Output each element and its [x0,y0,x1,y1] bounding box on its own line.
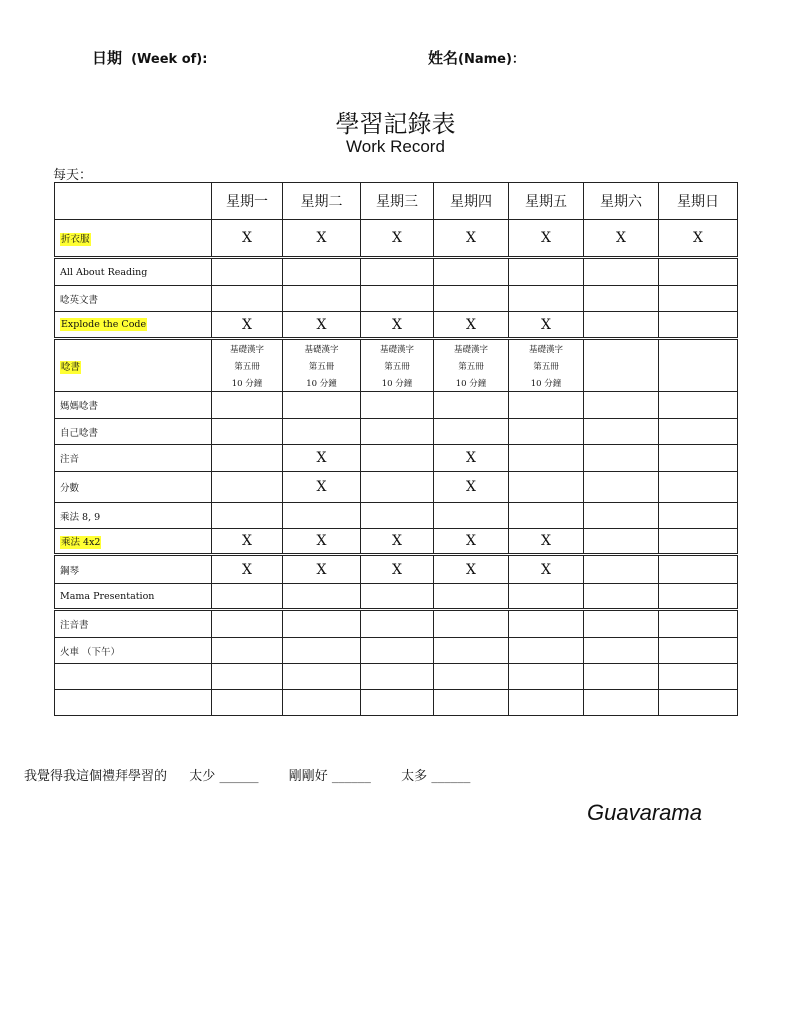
day-cell[interactable] [212,286,283,312]
day-cell[interactable] [509,584,584,610]
check-mark: X [316,230,327,246]
table-row [55,419,738,445]
table-row [55,664,738,690]
check-mark: X [693,230,703,246]
day-cell[interactable] [283,258,361,286]
cell-note: 基礎漢字 第五冊 10 分鐘 [304,345,339,389]
day-cell[interactable] [283,419,361,445]
option-too-little: 太少 [189,769,216,784]
check-mark: X [316,561,327,578]
cell-note: 基礎漢字 第五冊 10 分鐘 [528,345,563,389]
blank-line[interactable]: ______ [431,769,471,784]
day-cell[interactable] [509,339,584,392]
table-row [55,584,738,610]
table-row [55,286,738,312]
name-label-en: (Name) [458,52,512,67]
day-cell[interactable] [283,555,361,584]
day-cell[interactable] [434,584,509,610]
day-cell[interactable] [584,312,659,339]
day-cell[interactable] [434,690,509,716]
day-cell[interactable] [434,339,509,392]
date-label [92,47,207,68]
header-corner [55,183,212,220]
row-label [55,638,212,664]
day-cell[interactable] [584,610,659,638]
row-label-text: 乘法 8, 9 [60,511,101,523]
row-label [55,339,212,392]
day-cell[interactable] [584,503,659,529]
work-record-table [54,182,738,716]
day-cell[interactable] [283,445,361,472]
day-cell[interactable] [659,472,738,503]
date-label-en: (Week of): [131,52,208,67]
table-row [55,610,738,638]
day-cell[interactable] [212,472,283,503]
check-mark: X [316,533,327,549]
day-header: 星期日 [659,183,738,220]
day-cell[interactable] [659,392,738,419]
check-mark: X [392,316,402,333]
row-label [55,472,212,503]
blank-line[interactable]: ______ [331,769,371,784]
row-label [55,555,212,584]
day-cell[interactable] [434,555,509,584]
day-cell[interactable] [659,286,738,312]
daily-label: 每天： [53,168,93,183]
day-cell[interactable] [584,220,659,258]
day-cell[interactable] [212,638,283,664]
check-mark: X [466,230,476,246]
day-header: 星期五 [509,183,584,220]
day-cell[interactable] [509,472,584,503]
check-mark: X [466,450,476,466]
day-cell[interactable] [434,220,509,258]
table-row [55,503,738,529]
day-cell[interactable] [659,584,738,610]
day-cell[interactable] [434,610,509,638]
day-cell[interactable] [361,664,434,690]
table-row [55,339,738,392]
day-cell[interactable] [361,419,434,445]
name-label [428,47,525,68]
row-label-text: All About Reading [60,266,148,278]
row-label [55,392,212,419]
check-mark: X [616,230,626,246]
day-cell[interactable] [212,529,283,555]
check-mark: X [316,450,327,466]
day-cell[interactable] [434,529,509,555]
day-cell[interactable] [212,392,283,419]
day-header: 星期一 [212,183,283,220]
blank-line[interactable]: ______ [219,769,259,784]
row-label [55,584,212,610]
day-cell[interactable] [584,638,659,664]
name-label-zh: 姓名 [428,49,459,67]
self-assessment-sentence: 我覺得我這個禮拜學習的 [24,769,168,784]
check-mark: X [242,561,252,578]
day-cell[interactable] [361,610,434,638]
day-cell[interactable] [584,690,659,716]
day-cell[interactable] [283,584,361,610]
day-cell[interactable] [509,419,584,445]
day-cell[interactable] [584,555,659,584]
day-header: 星期三 [361,183,434,220]
day-cell[interactable] [434,472,509,503]
day-cell[interactable] [212,555,283,584]
check-mark: X [541,230,551,246]
day-cell[interactable] [434,286,509,312]
day-cell[interactable] [283,529,361,555]
day-cell[interactable] [212,258,283,286]
day-cell[interactable] [434,258,509,286]
day-cell[interactable] [361,445,434,472]
day-cell[interactable] [361,690,434,716]
row-label-text: 分數 [60,483,80,494]
day-cell[interactable] [361,529,434,555]
option-too-much: 太多 [401,769,428,784]
day-header: 星期六 [584,183,659,220]
check-mark: X [316,479,327,495]
row-label [55,419,212,445]
day-cell[interactable] [434,392,509,419]
day-cell[interactable] [361,555,434,584]
day-cell[interactable] [212,339,283,392]
row-label-text: 自己唸書 [60,427,99,439]
page-title-en: Work Record [346,137,445,156]
day-cell[interactable] [212,610,283,638]
signature: Guavarama [587,800,702,825]
row-label [55,664,212,690]
day-header: 星期二 [283,183,361,220]
check-mark: X [242,533,252,549]
day-cell[interactable] [584,258,659,286]
day-cell[interactable] [361,584,434,610]
day-cell[interactable] [361,258,434,286]
check-mark: X [466,316,476,333]
day-cell[interactable] [283,503,361,529]
check-mark: X [541,561,551,578]
day-cell[interactable] [659,258,738,286]
day-cell[interactable] [283,664,361,690]
day-cell[interactable] [434,664,509,690]
row-label [55,503,212,529]
row-label [55,286,212,312]
cell-note: 基礎漢字 第五冊 10 分鐘 [453,345,488,389]
check-mark: X [466,479,476,495]
day-cell[interactable] [212,220,283,258]
day-cell[interactable] [509,638,584,664]
day-cell[interactable] [212,503,283,529]
row-label-text: 唸英文書 [60,294,99,306]
table-row [55,258,738,286]
table-row [55,220,738,258]
day-cell[interactable] [283,220,361,258]
check-mark: X [392,230,402,246]
day-cell[interactable] [659,339,738,392]
day-cell[interactable] [584,286,659,312]
day-cell[interactable] [434,445,509,472]
row-label-text: 媽媽唸書 [60,401,99,412]
day-cell[interactable] [584,392,659,419]
table-row [55,690,738,716]
day-cell[interactable] [509,529,584,555]
day-cell[interactable] [361,286,434,312]
check-mark: X [392,561,402,578]
day-cell[interactable] [509,220,584,258]
day-cell[interactable] [509,610,584,638]
check-mark: X [466,533,476,549]
day-cell[interactable] [659,529,738,555]
day-cell[interactable] [509,258,584,286]
day-cell[interactable] [283,638,361,664]
day-cell[interactable] [283,339,361,392]
day-cell[interactable] [659,503,738,529]
date-label-zh: 日期 [92,49,123,67]
day-cell[interactable] [361,392,434,419]
check-mark: X [242,230,252,246]
day-cell[interactable] [434,419,509,445]
check-mark: X [392,533,402,549]
check-mark: X [466,561,476,578]
day-cell[interactable] [361,472,434,503]
day-cell[interactable] [361,503,434,529]
day-cell[interactable] [659,419,738,445]
day-cell[interactable] [212,690,283,716]
table-row [55,392,738,419]
row-label-text: 火車 （下午） [60,646,121,658]
row-label [55,445,212,472]
row-label [55,690,212,716]
row-label-text: 注音書 [60,620,89,631]
day-cell[interactable] [212,419,283,445]
day-cell[interactable] [659,220,738,258]
day-cell[interactable] [509,555,584,584]
check-mark: X [541,533,551,549]
day-cell[interactable] [509,286,584,312]
check-mark: X [541,316,551,333]
row-label [55,312,212,339]
day-cell[interactable] [434,638,509,664]
table-row [55,472,738,503]
row-label [55,529,212,555]
table-row [55,555,738,584]
day-cell[interactable] [509,690,584,716]
name-colon: ： [511,52,525,67]
day-cell[interactable] [283,472,361,503]
check-mark: X [316,316,327,333]
row-label [55,610,212,638]
table-row [55,312,738,339]
table-row [55,529,738,555]
day-cell[interactable] [584,584,659,610]
page-title-zh: 學習記錄表 [335,110,456,138]
day-cell[interactable] [434,503,509,529]
cell-note: 基礎漢字 第五冊 10 分鐘 [229,345,264,389]
row-label-text: 注音 [60,454,80,465]
day-cell[interactable] [509,503,584,529]
cell-note: 基礎漢字 第五冊 10 分鐘 [379,345,414,389]
day-cell[interactable] [659,555,738,584]
day-cell[interactable] [659,690,738,716]
row-label-text: 鋼琴 [60,565,80,577]
option-just-right: 剛剛好 [288,769,328,784]
day-cell[interactable] [212,664,283,690]
day-cell[interactable] [584,529,659,555]
day-cell[interactable] [584,472,659,503]
day-cell[interactable] [212,584,283,610]
day-cell[interactable] [584,445,659,472]
day-cell[interactable] [283,610,361,638]
row-label-text: 折衣服 [61,234,90,245]
day-cell[interactable] [659,664,738,690]
day-cell[interactable] [584,339,659,392]
row-label-text: 唸書 [61,361,81,373]
table-row [55,638,738,664]
day-cell[interactable] [584,419,659,445]
row-label [55,220,212,258]
table-row [55,445,738,472]
day-cell[interactable] [283,690,361,716]
table-header-row [55,183,738,220]
row-label-text: 乘法 4x2 [61,537,101,548]
day-cell[interactable] [509,664,584,690]
day-cell[interactable] [283,392,361,419]
day-cell[interactable] [659,445,738,472]
day-cell[interactable] [361,312,434,339]
row-label-text: Mama Presentation [60,590,155,602]
day-cell[interactable] [659,610,738,638]
day-cell[interactable] [283,286,361,312]
day-cell[interactable] [509,312,584,339]
day-cell[interactable] [509,392,584,419]
day-cell[interactable] [212,445,283,472]
day-cell[interactable] [584,664,659,690]
day-cell[interactable] [659,638,738,664]
self-assessment [24,765,470,784]
day-cell[interactable] [361,638,434,664]
day-cell[interactable] [361,220,434,258]
row-label [55,258,212,286]
day-cell[interactable] [509,445,584,472]
day-cell[interactable] [212,312,283,339]
row-label-text: Explode the Code [61,319,147,330]
check-mark: X [242,316,252,333]
day-header: 星期四 [434,183,509,220]
day-cell[interactable] [361,339,434,392]
table-body [55,220,738,716]
day-cell[interactable] [434,312,509,339]
day-cell[interactable] [283,312,361,339]
day-cell[interactable] [659,312,738,339]
